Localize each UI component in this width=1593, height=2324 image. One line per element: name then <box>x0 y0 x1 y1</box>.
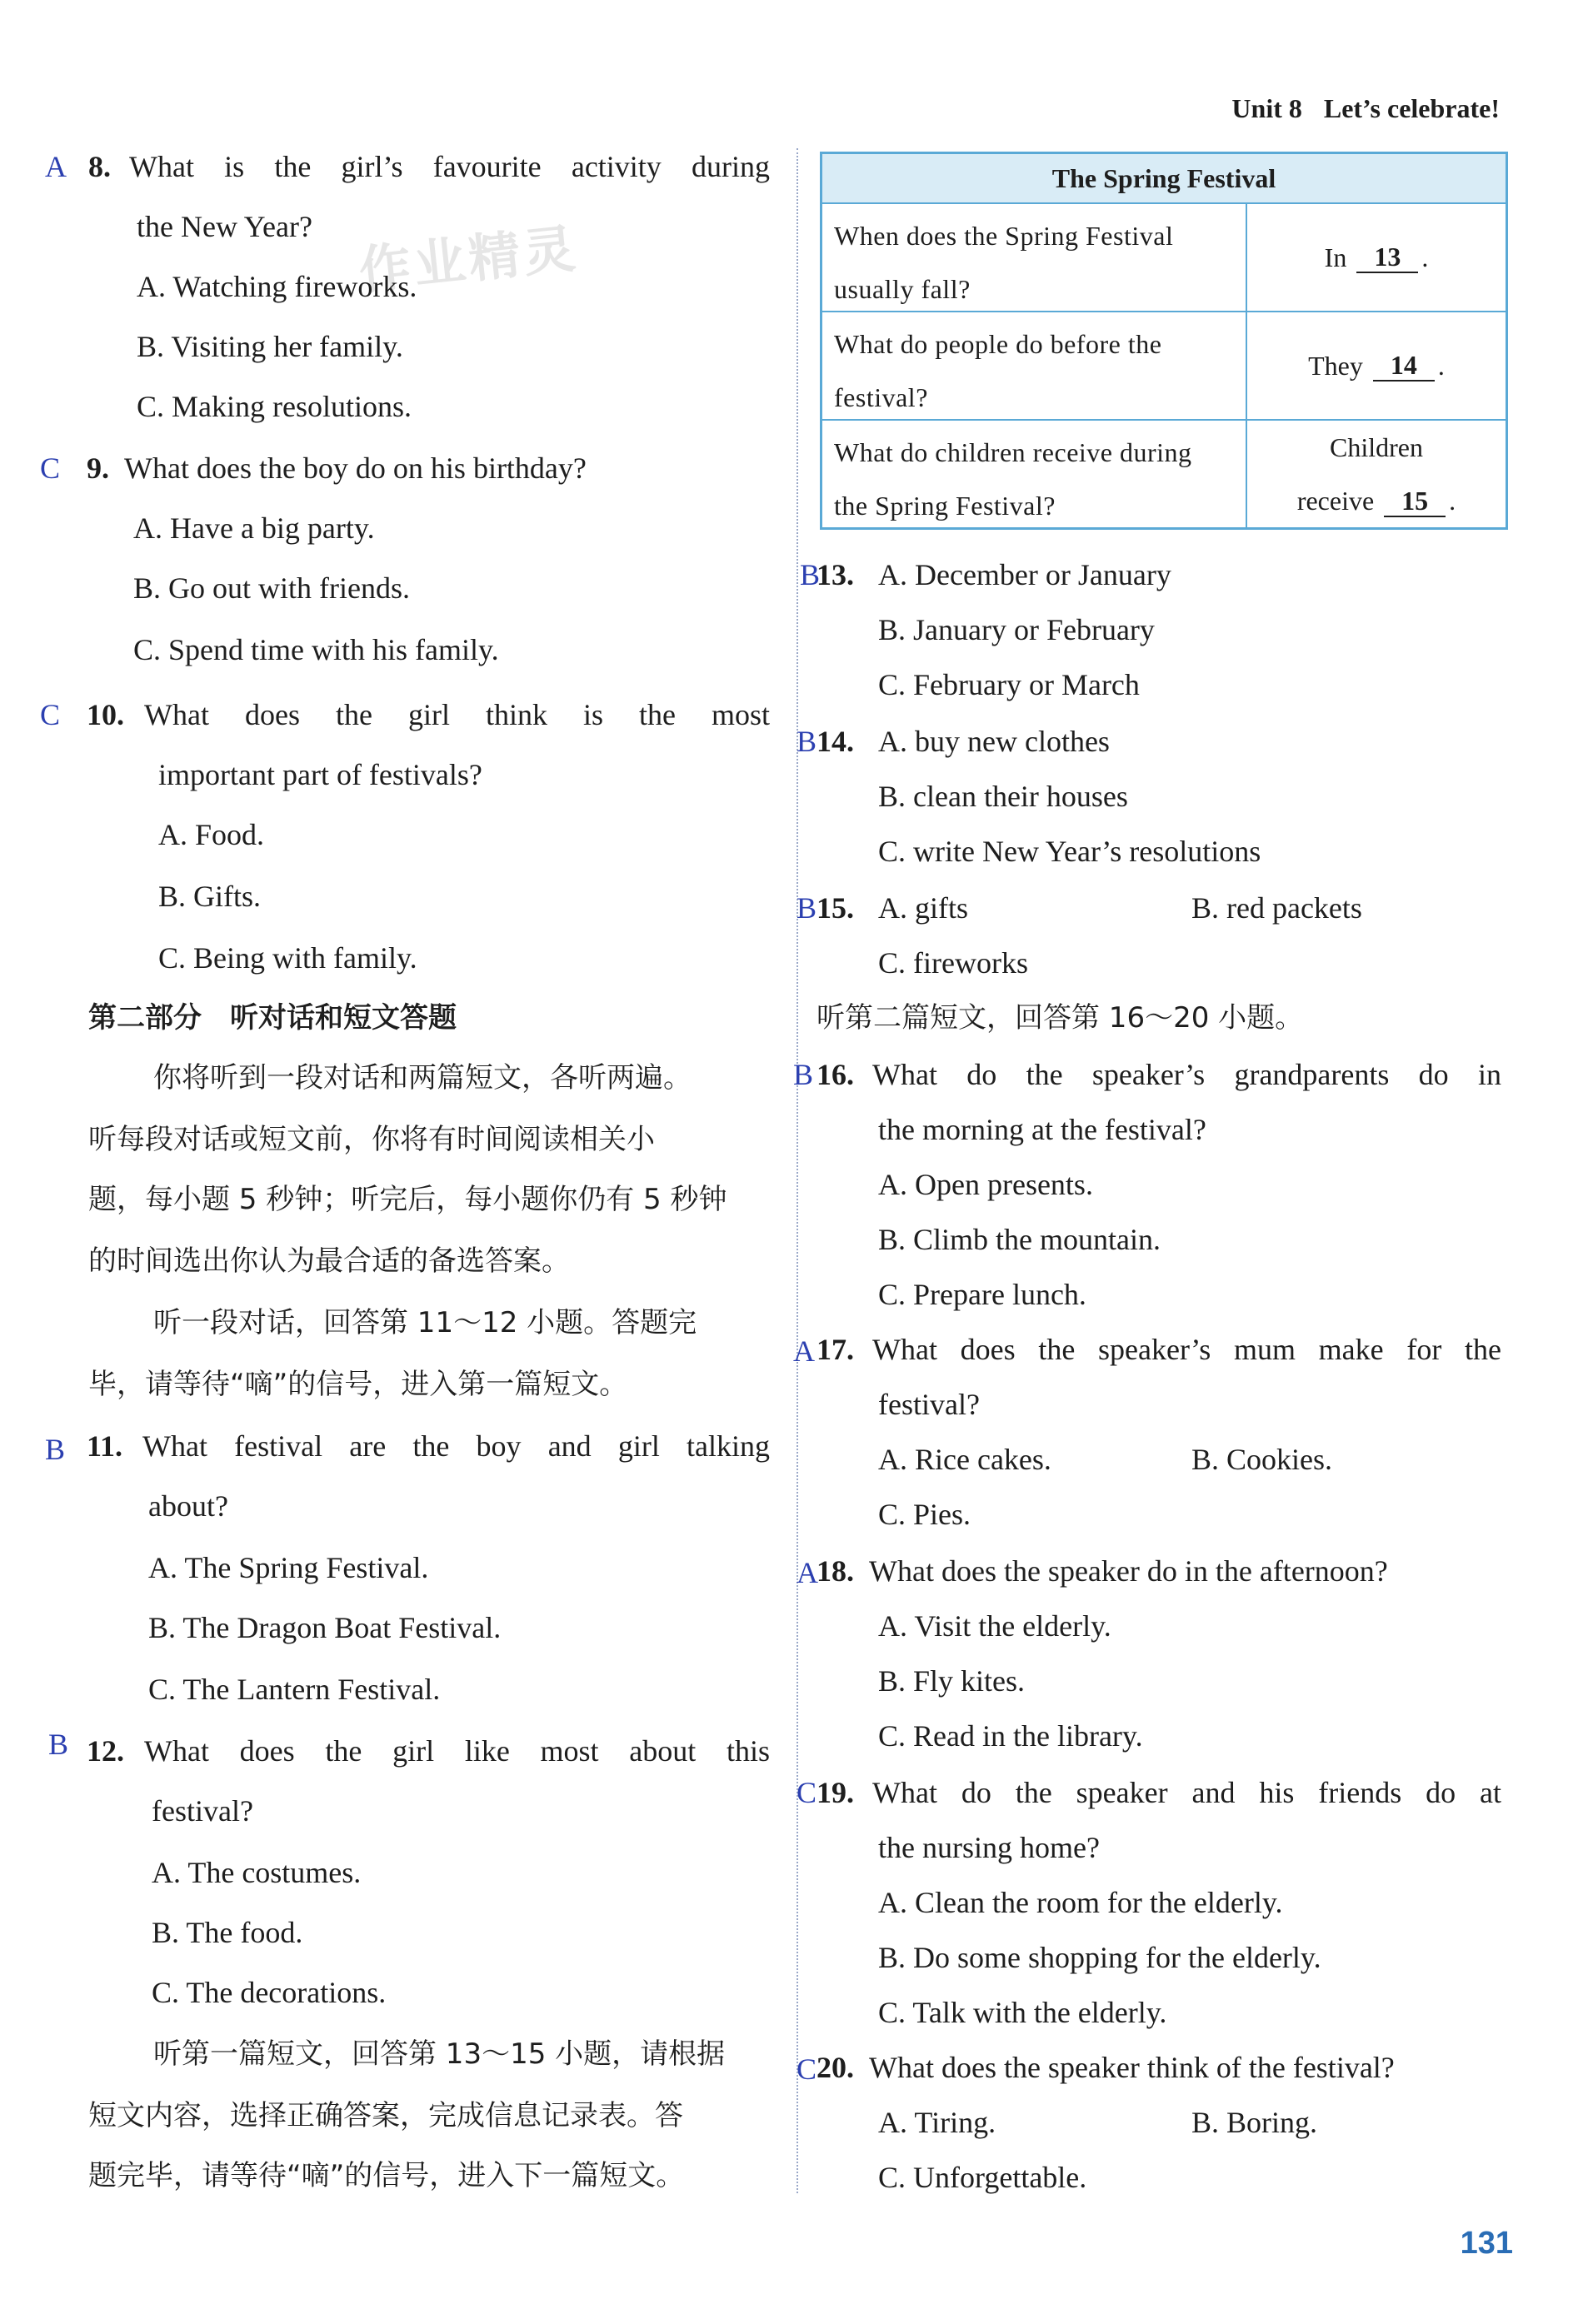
q10-text-line2: important part of festivals? <box>158 758 482 791</box>
answer-q11: B <box>45 1433 66 1466</box>
row1-q-line1: When does the Spring Festival <box>834 221 1174 251</box>
passage1-intro-line3: 题完毕，请等待“嘀”的信号，进入下一篇短文。 <box>88 2159 685 2192</box>
q8-text-line2: the New Year? <box>137 210 312 243</box>
q9-option-b: B. Go out with friends. <box>133 571 410 605</box>
q10-number: 10. <box>87 698 124 731</box>
q13-option-b: B. January or February <box>878 613 1155 646</box>
passage1-intro-line2: 短文内容，选择正确答案，完成信息记录表。答 <box>88 2099 683 2132</box>
q14-option-c: C. write New Year’s resolutions <box>878 835 1261 868</box>
q8-number: 8. <box>88 150 111 183</box>
q9-option-a: A. Have a big party. <box>133 511 375 545</box>
table-row <box>822 421 1506 527</box>
q12-number: 12. <box>87 1734 124 1768</box>
q12-option-a: A. The costumes. <box>152 1856 362 1889</box>
table-row <box>822 312 1506 421</box>
q10-option-b: B. Gifts. <box>158 880 262 913</box>
table-answer <box>1247 421 1506 527</box>
q20-number: 20. <box>816 2051 854 2084</box>
row3-pre: Children <box>1330 432 1423 462</box>
passage2-intro: 听第二篇短文，回答第 16～20 小题。 <box>816 1001 1304 1035</box>
q18-option-c: C. Read in the library. <box>878 1719 1143 1753</box>
q20-text: What does the speaker think of the festival? <box>869 2051 1395 2084</box>
table-title: The Spring Festival <box>822 154 1506 204</box>
row3-pre2: receive <box>1296 486 1375 516</box>
q11-text-line1: What festival are the boy and girl talking <box>142 1429 770 1463</box>
q14-number: 14. <box>816 725 854 758</box>
table-question <box>822 421 1247 527</box>
row2-q-line2: festival? <box>834 382 928 412</box>
table-question <box>822 204 1247 311</box>
table-answer <box>1247 204 1506 311</box>
answer-q15: B <box>796 891 817 925</box>
q19-number: 19. <box>816 1776 854 1809</box>
answer-q16: B <box>793 1058 814 1091</box>
section2-p2-line1: 听一段对话，回答第 11～12 小题。答题完 <box>153 1306 697 1339</box>
section2-p2-line2: 毕，请等待“嘀”的信号，进入第一篇短文。 <box>88 1368 628 1401</box>
blank-13[interactable]: 13 <box>1356 242 1418 273</box>
q15-option-a: A. gifts <box>878 891 968 925</box>
q8-option-c: C. Making resolutions. <box>137 390 412 423</box>
table-question <box>822 312 1247 419</box>
passage1-intro-line1: 听第一篇短文，回答第 13～15 小题，请根据 <box>153 2037 726 2071</box>
answer-q10: C <box>40 698 61 731</box>
row1-post: . <box>1421 242 1429 272</box>
q13-option-c: C. February or March <box>878 668 1140 701</box>
answer-q12: B <box>48 1728 69 1761</box>
q9-text: What does the boy do on his birthday? <box>124 451 587 485</box>
q12-option-b: B. The food. <box>152 1916 303 1949</box>
page-header <box>1231 93 1500 124</box>
row2-pre: They <box>1308 351 1363 381</box>
unit-label: Unit 8 <box>1231 93 1302 123</box>
section2-p1-line2: 听每段对话或短文前，你将有时间阅读相关小 <box>88 1123 655 1156</box>
section2-p1-line4: 的时间选出你认为最合适的备选答案。 <box>88 1244 570 1278</box>
q12-option-c: C. The decorations. <box>152 1976 387 2009</box>
row1-pre: In <box>1324 242 1347 272</box>
answer-q9: C <box>40 451 61 485</box>
row3-q-line1: What do children receive during <box>834 437 1192 467</box>
q11-option-c: C. The Lantern Festival. <box>148 1673 441 1706</box>
page-number: 131 <box>1460 2226 1513 2261</box>
q16-number: 16. <box>816 1058 854 1091</box>
blank-14[interactable]: 14 <box>1373 350 1435 382</box>
q8-option-b: B. Visiting her family. <box>137 330 403 363</box>
answer-q20: C <box>796 2052 817 2086</box>
question-16 <box>816 1056 1501 1093</box>
row1-q-line2: usually fall? <box>834 274 971 304</box>
row3-post: . <box>1449 486 1456 516</box>
q14-option-b: B. clean their houses <box>878 780 1128 813</box>
question-10 <box>87 696 770 733</box>
question-8 <box>88 148 770 185</box>
q18-number: 18. <box>816 1554 854 1588</box>
table-answer <box>1247 312 1506 419</box>
question-17 <box>816 1331 1501 1368</box>
section2-p1-line3: 题，每小题 5 秒钟；听完后，每小题你仍有 5 秒钟 <box>88 1183 727 1216</box>
q17-option-a: A. Rice cakes. <box>878 1443 1051 1476</box>
q12-text-line2: festival? <box>152 1794 253 1828</box>
q17-option-b: B. Cookies. <box>1191 1443 1333 1476</box>
row2-post: . <box>1437 351 1445 381</box>
q11-text-line2: about? <box>148 1489 228 1523</box>
q20-option-a: A. Tiring. <box>878 2106 996 2139</box>
q9-number: 9. <box>87 451 109 485</box>
q11-option-b: B. The Dragon Boat Festival. <box>148 1611 502 1644</box>
q14-option-a: A. buy new clothes <box>878 725 1110 758</box>
question-18 <box>816 1553 1388 1589</box>
q10-text-line1: What does the girl think is the most <box>144 698 770 731</box>
q16-option-b: B. Climb the mountain. <box>878 1223 1161 1256</box>
unit-title: Let’s celebrate! <box>1323 93 1500 123</box>
answer-q19: C <box>796 1776 817 1809</box>
question-19 <box>816 1774 1501 1811</box>
q9-option-c: C. Spend time with his family. <box>133 633 499 666</box>
info-record-table <box>820 152 1508 530</box>
q15-option-b: B. red packets <box>1191 891 1362 925</box>
q11-option-a: A. The Spring Festival. <box>148 1551 429 1584</box>
q17-number: 17. <box>816 1333 854 1366</box>
q8-option-a: A. Watching fireworks. <box>137 270 417 303</box>
watermark: 作业精灵 <box>356 217 582 302</box>
q13-option-a: A. December or January <box>878 558 1171 591</box>
q11-number: 11. <box>87 1429 123 1463</box>
q18-text: What does the speaker do in the afternoon? <box>869 1554 1388 1588</box>
q20-option-b: B. Boring. <box>1191 2106 1318 2139</box>
q18-option-b: B. Fly kites. <box>878 1664 1026 1698</box>
row3-q-line2: the Spring Festival? <box>834 491 1056 521</box>
q16-text-line1: What do the speaker’s grandparents do in <box>872 1058 1501 1091</box>
q17-text-line2: festival? <box>878 1388 980 1421</box>
answer-q18: A <box>796 1556 818 1589</box>
column-divider <box>796 148 798 2193</box>
q16-option-c: C. Prepare lunch. <box>878 1278 1086 1311</box>
answer-q14: B <box>796 725 817 758</box>
q16-text-line2: the morning at the festival? <box>878 1113 1206 1146</box>
question-20 <box>816 2049 1395 2086</box>
q19-option-b: B. Do some shopping for the elderly. <box>878 1941 1321 1974</box>
q19-option-a: A. Clean the room for the elderly. <box>878 1886 1283 1919</box>
q12-text-line1: What does the girl like most about this <box>144 1734 770 1768</box>
question-12 <box>87 1733 770 1769</box>
q17-text-line1: What does the speaker’s mum make for the <box>872 1333 1501 1366</box>
blank-15[interactable]: 15 <box>1384 486 1446 517</box>
q8-text-line1: What is the girl’s favourite activity during <box>129 150 770 183</box>
q13-number: 13. <box>816 558 854 591</box>
answer-q8: A <box>45 150 67 183</box>
q18-option-a: A. Visit the elderly. <box>878 1609 1111 1643</box>
q15-number: 15. <box>816 891 854 925</box>
question-11 <box>87 1428 770 1464</box>
section2-p1-line1: 你将听到一段对话和两篇短文，各听两遍。 <box>153 1061 692 1095</box>
q19-text-line2: the nursing home? <box>878 1831 1100 1864</box>
answer-q13: B <box>800 558 821 591</box>
q19-option-c: C. Talk with the elderly. <box>878 1996 1167 2029</box>
question-9 <box>87 450 587 486</box>
row2-q-line1: What do people do before the <box>834 329 1162 359</box>
q10-option-c: C. Being with family. <box>158 941 417 975</box>
table-row <box>822 204 1506 312</box>
q16-option-a: A. Open presents. <box>878 1168 1093 1201</box>
q10-option-a: A. Food. <box>158 818 265 851</box>
q19-text-line1: What do the speaker and his friends do at <box>872 1776 1501 1809</box>
answer-q17: A <box>793 1334 815 1368</box>
section2-title: 第二部分 听对话和短文答题 <box>88 1001 457 1035</box>
q17-option-c: C. Pies. <box>878 1498 971 1531</box>
q15-option-c: C. fireworks <box>878 946 1028 980</box>
q20-option-c: C. Unforgettable. <box>878 2161 1087 2194</box>
